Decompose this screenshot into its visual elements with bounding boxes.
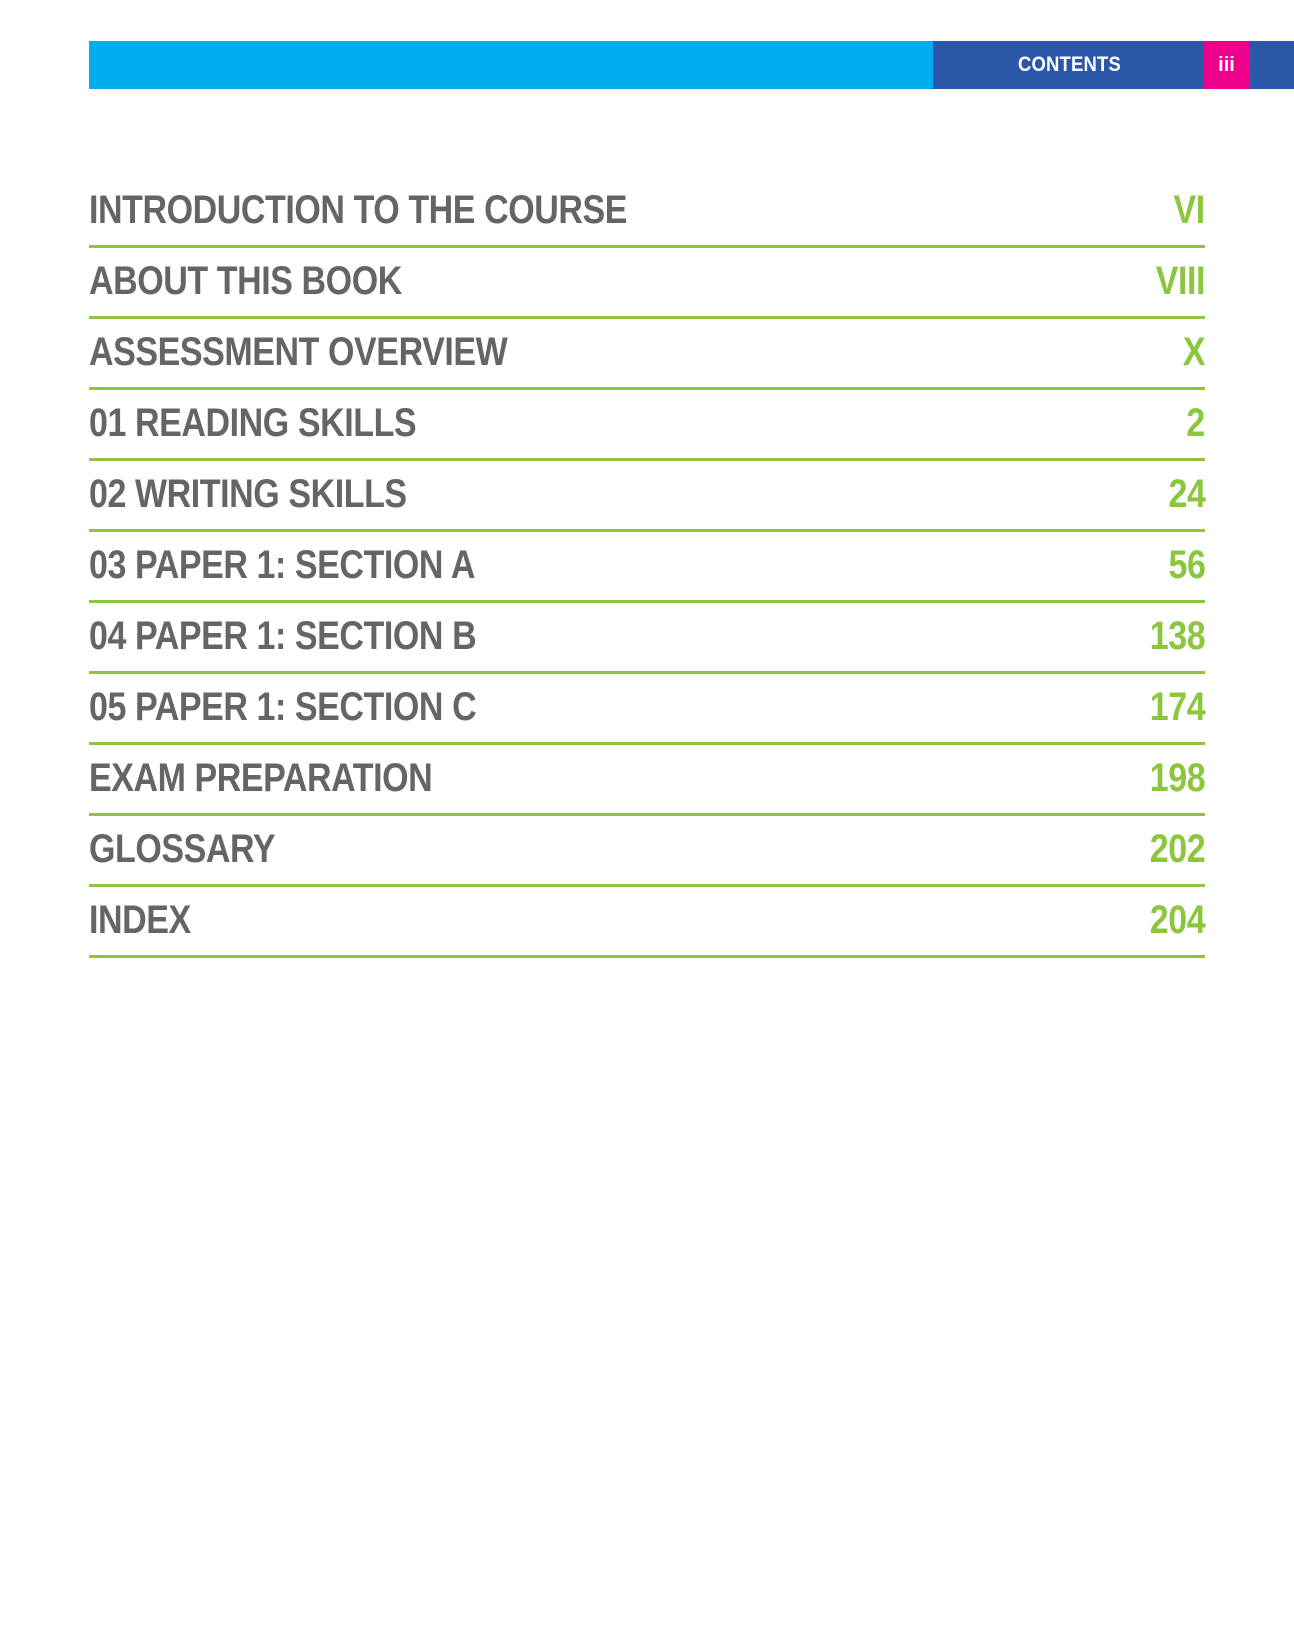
toc-entry-reading-skills[interactable] <box>89 390 1205 461</box>
toc-entry-title: INDEX <box>89 897 191 942</box>
toc-entry-page: 56 <box>1168 542 1205 587</box>
toc-entry-page: 138 <box>1149 613 1205 658</box>
toc-entry-page: VIII <box>1155 258 1205 303</box>
toc-entry-exam-preparation[interactable] <box>89 745 1205 816</box>
toc-entry-about-this-book[interactable] <box>89 248 1205 319</box>
toc-entry-paper1-section-c[interactable] <box>89 674 1205 745</box>
toc-entry-title: 01 READING SKILLS <box>89 400 417 445</box>
toc-entry-index[interactable] <box>89 887 1205 958</box>
toc-entry-page: 198 <box>1149 755 1205 800</box>
toc-entry-title: 05 PAPER 1: SECTION C <box>89 684 477 729</box>
toc-entry-page: VI <box>1173 187 1205 232</box>
toc-entry-introduction[interactable] <box>89 177 1205 248</box>
section-label: CONTENTS <box>1017 53 1122 76</box>
header-accent-strip <box>89 41 933 89</box>
toc-entry-assessment-overview[interactable] <box>89 319 1205 390</box>
header-bar <box>89 41 1294 89</box>
toc-entry-title: ASSESSMENT OVERVIEW <box>89 329 508 374</box>
toc-entry-page: 202 <box>1149 826 1205 871</box>
toc-entry-writing-skills[interactable] <box>89 461 1205 532</box>
toc-entry-title: EXAM PREPARATION <box>89 755 433 800</box>
toc-entry-page: 2 <box>1186 400 1205 445</box>
toc-entry-title: 03 PAPER 1: SECTION A <box>89 542 475 587</box>
toc-entry-title: 04 PAPER 1: SECTION B <box>89 613 477 658</box>
header-section-tab <box>933 41 1294 89</box>
toc-entry-paper1-section-a[interactable] <box>89 532 1205 603</box>
toc-entry-title: 02 WRITING SKILLS <box>89 471 407 516</box>
toc-entry-title: ABOUT THIS BOOK <box>89 258 402 303</box>
toc-entry-page: 204 <box>1149 897 1205 942</box>
page-number-badge: iii <box>1203 41 1250 89</box>
toc-entry-glossary[interactable] <box>89 816 1205 887</box>
toc-entry-page: 174 <box>1149 684 1205 729</box>
toc-entry-page: 24 <box>1168 471 1205 516</box>
toc-entry-page: X <box>1182 329 1205 374</box>
toc-entry-title: INTRODUCTION TO THE COURSE <box>89 187 627 232</box>
toc-entry-paper1-section-b[interactable] <box>89 603 1205 674</box>
toc-entry-title: GLOSSARY <box>89 826 276 871</box>
table-of-contents <box>89 177 1205 958</box>
